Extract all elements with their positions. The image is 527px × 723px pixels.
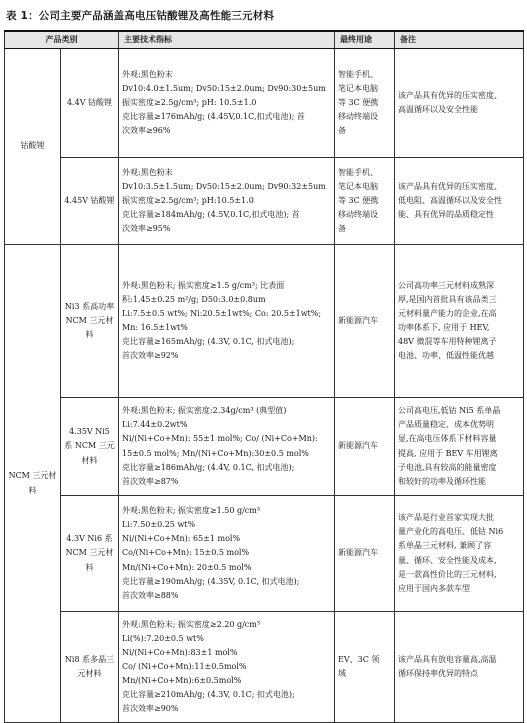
note-cell [395, 398, 524, 496]
spec-line: Co/(Ni+Co+Mn): 15±0.5 mol% [122, 548, 250, 558]
spec-line: 首次效率≥90% [122, 704, 179, 714]
note-line: 功率体系下, 应用于 HEV, [398, 323, 490, 332]
spec-line: Ni/(Ni+Co+Mn): 55±1 mol%; Co/ (Ni+Co+Mn): [122, 434, 318, 444]
use-line: 等 3C 便携 [338, 97, 379, 107]
spec-line: Li:7.44±0.2wt% [122, 420, 188, 430]
use-cell [335, 158, 395, 245]
spec-line: Mn/(Ni+Co+Mn):6±0.5mol% [122, 676, 242, 686]
use-cell [335, 398, 395, 496]
product-cell: 4.4V 钴酸锂 [61, 49, 119, 158]
use-line: 备 [338, 126, 346, 136]
note-line: 该产品具有优异的压实密度、 [398, 181, 502, 191]
note-line: 显,在高电压体系下材料容量 [398, 434, 497, 444]
note-cell [395, 245, 524, 398]
spec-line: Ni/(Ni+Co+Mn):83±1 mol% [122, 647, 238, 657]
spec-line: 次效率≥95% [122, 224, 171, 234]
use-line: 移动终端设 [338, 210, 378, 220]
use-line: EV、3C 领 [338, 654, 380, 664]
use-line: 智能手机、 [338, 69, 378, 79]
note-line: 应用于国内多款车型 [398, 583, 470, 593]
spec-line: 外观:黑色粉末; 振实密度≥2.20 g/cm³ [122, 619, 261, 629]
spec-line: Co/ (Ni+Co+Mn):11±0.5mol% [122, 661, 247, 671]
note-line: 公司高电压,低钴 Ni5 系单晶 [398, 406, 501, 416]
use-line: 智能手机、 [338, 167, 378, 177]
header-category: 产品类别 [5, 31, 119, 49]
spec-cell [119, 245, 335, 398]
use-line: 等 3C 便携 [338, 195, 379, 205]
note-line: 该产品具有放电容量高,高温 [398, 654, 497, 664]
category-cell: NCM 三元材料 [5, 245, 61, 723]
header-use: 最终用途 [335, 31, 395, 49]
use-line: 新能源汽车 [338, 441, 378, 451]
spec-line: 首次效率≥92% [122, 351, 179, 361]
use-line: 备 [338, 224, 346, 234]
spec-line: 克比容量≥186mAh/g; (4.4V, 0.1C, 扣式电池); [122, 462, 295, 472]
note-cell [395, 496, 524, 612]
header-notes: 备注 [395, 31, 524, 49]
category-cell: 钴酸锂 [5, 49, 61, 245]
spec-line: Li:7.5±0.5 wt%; Ni:20.5±1wt%; Co: 20.5±1wt%; [122, 308, 322, 318]
note-line: 低电阻、高温循环以及安全性 [398, 195, 502, 205]
spec-line: 外观:黑色粉末 [122, 69, 173, 79]
spec-cell [119, 612, 335, 723]
table-row [5, 245, 524, 398]
note-line: 能、具有优异的品质稳定性 [398, 210, 494, 220]
spec-line: 振实密度≥2.5g/cm³; pH:10.5±1.0 [122, 195, 254, 205]
note-cell [395, 49, 524, 158]
note-line: 产品质量稳定、成本优势明 [398, 420, 494, 430]
spec-line: 振实密度≥2.5g/cm³; pH: 10.5±1.0 [122, 97, 257, 107]
table-row [5, 398, 524, 496]
note-line: 提高, 应用于 BEV 车用锂离 [398, 448, 498, 458]
use-cell [335, 612, 395, 723]
product-cell: Ni8 系多晶三元材料 [61, 612, 119, 723]
spec-line: 首次效率≥87% [122, 476, 179, 486]
note-line: 量产业化的高电压、低钴 Ni6 [398, 527, 504, 537]
spec-cell [119, 158, 335, 245]
note-line: 该产品具有优异的压实密度、 [398, 90, 502, 100]
note-line: 量、循环、安全性能及成本, [398, 555, 497, 565]
note-line: 是一款高性价比的三元材料, [398, 569, 497, 579]
table-header-row [5, 31, 524, 49]
note-line: 和较好的功率及循环性能 [398, 476, 486, 486]
table-row [5, 496, 524, 612]
spec-line: Dv10:4.0±1.5um; Dv50:15±2.0um; Dv90:30±5um [122, 83, 326, 93]
note-line: 该产品是行业首家实现大批 [398, 513, 494, 523]
note-line: 厚,是国内首批具有该品类三 [398, 294, 497, 304]
note-line: 子电池,具有较高的能量密度 [398, 462, 497, 472]
spec-line: 次效率≥96% [122, 126, 171, 136]
spec-line: 外观:黑色粉末; 振实密度:2.34g/cm³ (典型值) [122, 406, 287, 416]
use-line: 笔记本电脑 [338, 83, 378, 93]
spec-line: 积:1.45±0.25 m²/g; D50:3.0±0.8um [122, 294, 266, 304]
product-cell: Ni3 系高功率 NCM 三元材料 [61, 245, 119, 398]
note-line: 公司高功率三元材料成熟深 [398, 280, 494, 290]
spec-line: Mn/(Ni+Co+Mn): 20±0.5 mol% [122, 562, 252, 572]
use-cell [335, 49, 395, 158]
spec-line: 克比容量≥210mAh/g; (4.3V, 0.1C; 扣式电池); [122, 690, 295, 700]
spec-cell [119, 49, 335, 158]
spec-line: Dv10:3.5±1.5um; Dv50:15±2.0um; Dv90:32±5um [122, 181, 326, 191]
note-line: 元材料量产能力的企业,在高 [398, 308, 497, 318]
spec-cell [119, 398, 335, 496]
use-cell [335, 496, 395, 612]
table-row [5, 49, 524, 158]
spec-line: 外观:黑色粉末; 振实密度≥1.5 g/cm³; 比表面 [122, 280, 285, 290]
table-row [5, 158, 524, 245]
spec-line: 外观:黑色粉末; 振实密度≥1.50 g/cm³ [122, 506, 261, 516]
spec-line: Li(%):7.20±0.5 wt% [122, 633, 204, 643]
use-line: 域 [338, 669, 346, 678]
note-line: 48V 微混等车用特种锂离子 [398, 337, 497, 347]
spec-line: 克比容量≥190mAh/g; (4.35V, 0.1C, 扣式电池); [122, 576, 300, 586]
spec-line: 克比容量≥184mAh/g; (4.5V,0.1C,扣式电池); 首 [122, 210, 300, 220]
spec-line: Li:7.50±0.25 wt% [122, 520, 196, 530]
spec-line: Ni/(Ni+Co+Mn): 65±1 mol% [122, 534, 241, 544]
table-caption: 表 1：公司主要产品涵盖高电压钴酸锂及高性能三元材料 [6, 10, 275, 22]
spec-cell [119, 496, 335, 612]
use-line: 笔记本电脑 [338, 181, 378, 191]
table-body [5, 49, 524, 723]
product-cell: 4.45V 钴酸锂 [61, 158, 119, 245]
note-cell [395, 158, 524, 245]
product-table [4, 30, 524, 723]
note-line: 系单晶三元材料, 兼顾了容 [398, 541, 492, 551]
spec-line: 15±0.5 mol%; Mn/(Ni+Co+Mn):30±0.5 mol% [122, 448, 309, 458]
note-line: 电池、功率、低温性能优越 [398, 351, 494, 361]
spec-line: Mn: 16.5±1wt% [122, 323, 188, 332]
note-cell [395, 612, 524, 723]
note-line: 高温循环以及安全性能 [398, 105, 478, 114]
header-specs: 主要技术指标 [119, 31, 335, 49]
spec-line: 克比容量≥165mAh/g; (4.3V, 0.1C, 扣式电池); [122, 337, 295, 347]
product-cell: 4.3V Ni6 系 NCM 三元材料 [61, 496, 119, 612]
note-line: 循环保持率优异的特点 [398, 669, 478, 678]
spec-line: 外观:黑色粉末 [122, 167, 173, 177]
use-line: 移动终端设 [338, 112, 378, 122]
use-cell [335, 245, 395, 398]
use-line: 新能源汽车 [338, 315, 378, 325]
spec-line: 克比容量≥176mAh/g; (4.45V,0.1C,扣式电池); 首 [122, 112, 305, 122]
spec-line: 首次效率≥88% [122, 590, 179, 600]
use-line: 新能源汽车 [338, 548, 378, 558]
table-row [5, 612, 524, 723]
product-cell: 4.35V Ni5 系 NCM 三元材料 [61, 398, 119, 496]
